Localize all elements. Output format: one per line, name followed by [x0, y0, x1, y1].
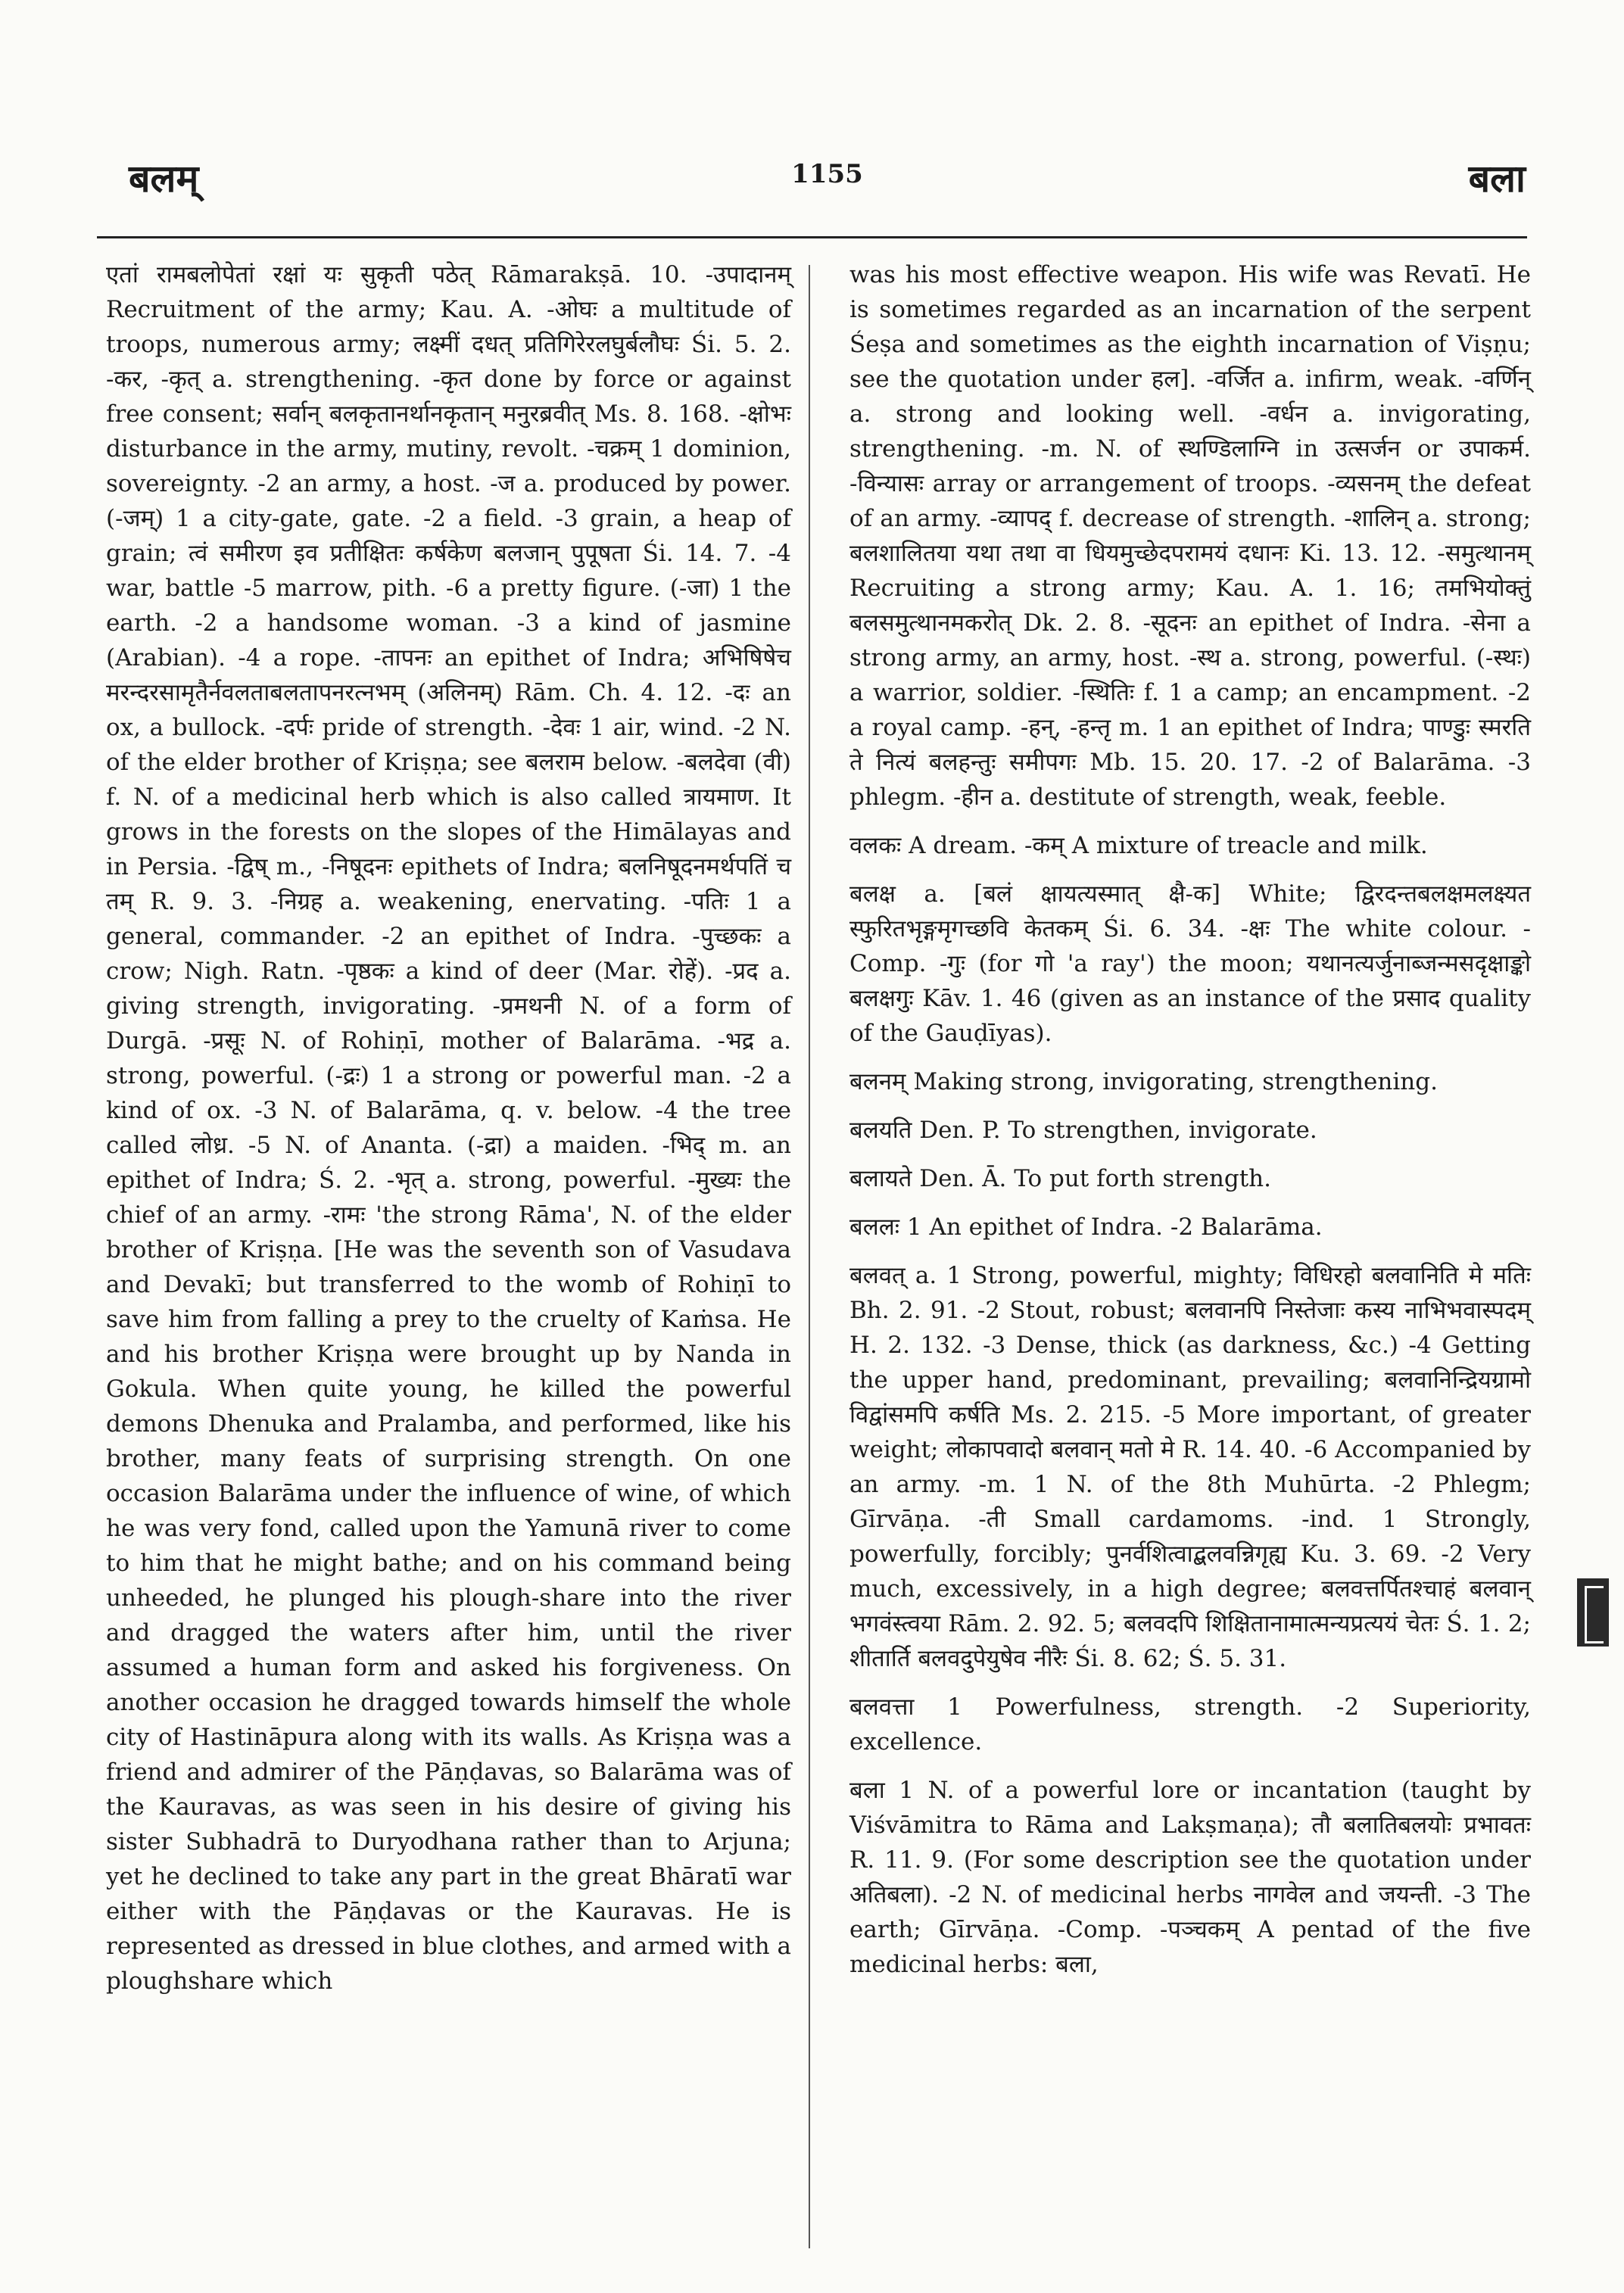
header-right-word: बला [1468, 156, 1526, 201]
entry-balavatta: बलवत्ता 1 Powerfulness, strength. -2 Superiority, excellence. [849, 1693, 1531, 1756]
left-continuation-text: एतां रामबलोपेतां रक्षां यः सुकृती पठेत् Rāmarakṣā. 10. -उपादानम् Recruitment of the army; Kau. A. -ओघः a multitude of troops, numerous army; लक्ष्मीं दधत् प्रतिगिरेरलघुर्बलौघः Śi. 5. 2. -कर, -कृत् a. strengthening. -कृत done by force or against free consent; सर्वान् बलकृतानर्थानकृतान् मनुरब्रवीत् Ms. 8. 168. -क्षोभः disturbance in the army, mutiny, revolt. -चक्रम् 1 dominion, sovereignty. -2 an army, a host. -ज a. produced by power. (-जम्) 1 a city-gate, gate. -2 a field. -3 grain, a heap of grain; त्वं समीरण इव प्रतीक्षितः कर्षकेण बलजान् पुपूषता Śi. 14. 7. -4 war, battle -5 marrow, pith. -6 a pretty figure. (-जा) 1 the earth. -2 a handsome woman. -3 a kind of jasmine (Arabian). -4 a rope. -तापनः an epithet of Indra; अभिषिषेच मरन्दरसामृतैर्नवलताबलतापनरत्नभम् (अलिनम्) Rām. Ch. 4. 12. -दः an ox, a bullock. -दर्पः pride of strength. -देवः 1 air, wind. -2 N. of the elder brother of Kriṣṇa; see बलराम below. -बलदेवा (वी) f. N. of a medicinal herb which is also called त्रायमाण. It grows in the forests on the slopes of the Himālayas and in Persia. -द्विष् m., -निषूदनः epithets of Indra; बलनिषूदनमर्थपतिं च तम् R. 9. 3. -निग्रह a. weakening, enervating. -पतिः 1 a general, commander. -2 an epithet of Indra. -पुच्छकः a crow; Nigh. Ratn. -पृष्ठकः a kind of deer (Mar. रोहें). -प्रद a. giving strength, invigorating. -प्रमथनी N. of a form of Durgā. -प्रसूः N. of Rohiṇī, mother of Balarāma. -भद्र a. strong, powerful. (-द्रः) 1 a strong or powerful man. -2 a kind of ox. -3 N. of Balarāma, q. v. below. -4 the tree called लोध्र. -5 N. of Ananta. (-द्रा) a maiden. -भिद् m. an epithet of Indra; Ś. 2. -भृत् a. strong, powerful. -मुख्यः the chief of an army. -रामः 'the strong Rāma', N. of the elder brother of Kriṣṇa. [He was the seventh son of Vasudava and Devakī; but transferred to the womb of Rohiṇī to save him from falling a prey to the cruelty of Kaṁsa. He and his brother Kriṣṇa were brought up by Nanda in Gokula. When quite young, he killed the powerful demons Dhenuka and Pralamba, and performed, like his brother, many feats of surprising strength. On one occasion Balarāma under the influence of wine, of which he was very fond, called upon the Yamunā river to come to him that he might bathe; and on his command being unheeded, he plunged his plough-share into the river and dragged the waters after him, until the river assumed a human form and asked his forgiveness. On another occasion he dragged towards himself the whole city of Hastināpura along with its walls. As Kriṣṇa was a friend and admirer of the Pāṇḍavas, so Balarāma was of the Kauravas, as was seen in his desire of giving his sister Subhadrā to Duryodhana rather than to Arjuna; yet he declined to take any part in the great Bhāratī war either with the Pāṇḍavas or the Kauravas. He is represented as dressed in blue clothes, and armed with a ploughshare which [106, 261, 791, 1995]
right-continuation-text: was his most effective weapon. His wife was Revatī. He is sometimes regarded as an incarnation of the serpent Śeṣa and sometimes as the eighth incarnation of Viṣṇu; see the quotation under हल]. -वर्जित a. infirm, weak. -वर्णिन् a. strong and looking well. -वर्धन a. invigorating, strengthening. -m. N. of स्थण्डिलाग्नि in उत्सर्जन or उपाकर्म. -विन्यासः array or arrangement of troops. -व्यसनम् the defeat of an army. -व्यापद् f. decrease of strength. -शालिन् a. strong; बलशालितया यथा तथा वा धियमुच्छेदपरामयं दधानः Ki. 13. 12. -समुत्थानम् Recruiting a strong army; Kau. A. 1. 16; तमभियोक्तुं बलसमुत्थानमकरोत् Dk. 2. 8. -सूदनः an epithet of Indra. -सेना a strong army, an army, host. -स्थ a. strong, powerful. (-स्थः) a warrior, soldier. -स्थितिः f. 1 a camp; an encampment. -2 a royal camp. -हन्, -हन्तृ m. 1 an epithet of Indra; पाण्डुः स्मरति ते नित्यं बलहन्तुः समीपगः Mb. 15. 20. 17. -2 of Balarāma. -3 phlegm. -हीन a. destitute of strength, weak, feeble. [849, 261, 1531, 811]
header-left-word: बलम् [129, 156, 199, 201]
entry-balayati: बलयति Den. P. To strengthen, invigorate. [849, 1117, 1317, 1144]
right-column [849, 257, 1531, 1995]
entry-bala: बला 1 N. of a powerful lore or incantation (taught by Viśvāmitra to Rāma and Lakṣmaṇa); तौ बलातिबलयोः प्रभावतः R. 11. 9. (For some description see the quotation under अतिबला). -2 N. of medicinal herbs नागवेल and जयन्ती. -3 The earth; Gīrvāṇa. -Comp. -पञ्चकम् A pentad of the five medicinal herbs: बला, [849, 1777, 1531, 1978]
page-header [129, 151, 1526, 212]
entry-balanam: बलनम् Making strong, invigorating, strengthening. [849, 1068, 1438, 1095]
header-rule [97, 236, 1527, 238]
column-divider [809, 265, 810, 2248]
thumb-index-tab [1577, 1578, 1609, 1647]
entry-balayate: बलायते Den. Ā. To put forth strength. [849, 1165, 1271, 1192]
entry-valaka: वलकः A dream. -कम् A mixture of treacle and milk. [849, 832, 1428, 859]
left-column [106, 257, 791, 2012]
entry-balaksha: बलक्ष a. [बलं क्षायत्यस्मात् क्षै-क] White; द्विरदन्तबलक्षमलक्ष्यत स्फुरितभृङ्गमृगच्छवि केतकम् Śi. 6. 34. -क्षः The white colour. -Comp. -गुः (for गो 'a ray') the moon; यथानत्यर्जुनाब्जन्मसदृक्षाङ्को बलक्षगुः Kāv. 1. 46 (given as an instance of the प्रसाद quality of the Gauḍīyas). [849, 880, 1531, 1047]
entry-balavat: बलवत् a. 1 Strong, powerful, mighty; विधिरहो बलवानिति मे मतिः Bh. 2. 91. -2 Stout, robust; बलवानपि निस्तेजाः कस्य नाभिभवास्पदम् H. 2. 132. -3 Dense, thick (as darkness, &c.) -4 Getting the upper hand, predominant, prevailing; बलवानिन्द्रियग्रामो विद्वांसमपि कर्षति Ms. 2. 215. -5 More important, of greater weight; लोकापवादो बलवान् मतो मे R. 14. 40. -6 Accompanied by an army. -m. 1 N. of the 8th Muhūrta. -2 Phlegm; Gīrvāṇa. -ती Small cardamoms. -ind. 1 Strongly, powerfully, forcibly; पुनर्वशित्वाद्बलवन्निगृह्य Ku. 3. 69. -2 Very much, excessively, in a high degree; बलवत्तर्पितश्चाहं बलवान् भगवंस्त्वया Rām. 2. 92. 5; बलवदपि शिक्षितानामात्मन्यप्रत्ययं चेतः Ś. 1. 2; शीतार्ति बलवदुपेयुषेव नीरैः Śi. 8. 62; Ś. 5. 31. [849, 1262, 1531, 1672]
page-number: 1155 [791, 159, 863, 189]
entry-balala: बललः 1 An epithet of Indra. -2 Balarāma. [849, 1213, 1323, 1241]
